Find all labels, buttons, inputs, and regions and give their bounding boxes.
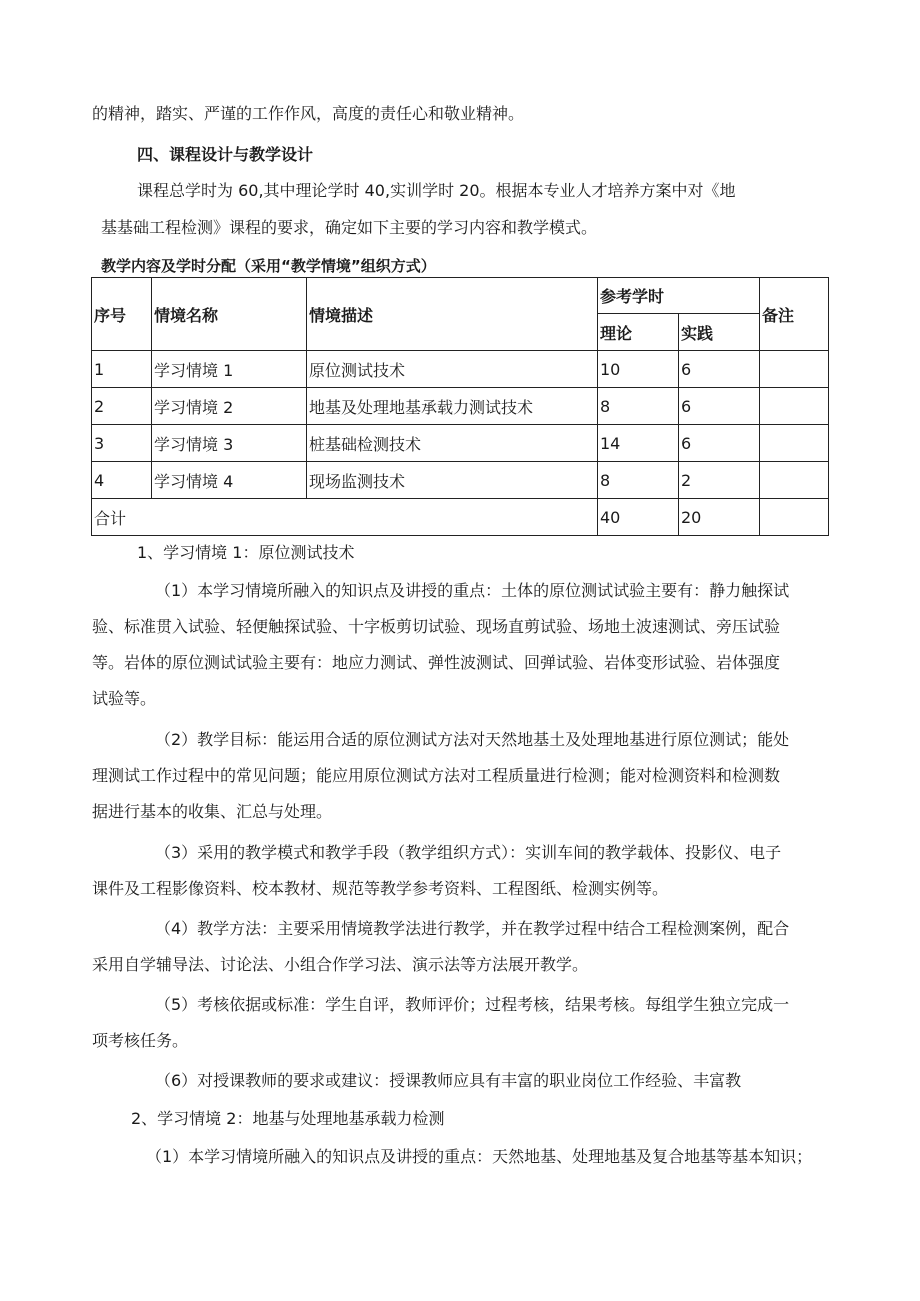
- s1-item1-line: （1）本学习情境所融入的知识点及讲授的重点：土体的原位测试试验主要有：静力触探试: [155, 581, 790, 600]
- cell-remarks: [760, 388, 829, 425]
- cell-name: 学习情境 2: [152, 388, 307, 425]
- header-remarks: 备注: [760, 278, 829, 351]
- total-theory: 40: [598, 499, 679, 536]
- cell-practice: 6: [679, 351, 760, 388]
- section-heading: 四、课程设计与教学设计: [137, 145, 314, 164]
- cell-index: 4: [92, 462, 152, 499]
- table-total-row: [92, 499, 829, 536]
- cell-name: 学习情境 4: [152, 462, 307, 499]
- s1-item4-line: 采用自学辅导法、讨论法、小组合作学习法、演示法等方法展开教学。: [92, 955, 589, 974]
- header-index: 序号: [92, 278, 152, 351]
- table-row: [92, 462, 829, 499]
- cell-index: 2: [92, 388, 152, 425]
- s1-item1-line: 试验等。: [92, 689, 157, 708]
- cell-remarks: [760, 425, 829, 462]
- table-row: [92, 425, 829, 462]
- cell-description: 地基及处理地基承载力测试技术: [307, 388, 598, 425]
- situation1-title: 1、学习情境 1：原位测试技术: [137, 543, 355, 562]
- cell-practice: 6: [679, 388, 760, 425]
- total-remarks: [760, 499, 829, 536]
- cell-description: 现场监测技术: [307, 462, 598, 499]
- intro-line: 的精神，踏实、严谨的工作作风，高度的责任心和敬业精神。: [92, 104, 525, 123]
- header-ref-hours: 参考学时: [598, 278, 760, 314]
- s1-item5-line: （5）考核依据或标准：学生自评，教师评价；过程考核，结果考核。每组学生独立完成一: [155, 995, 790, 1014]
- cell-practice: 6: [679, 425, 760, 462]
- cell-description: 原位测试技术: [307, 351, 598, 388]
- cell-name: 学习情境 3: [152, 425, 307, 462]
- header-description: 情境描述: [307, 278, 598, 351]
- s2-item1-line: （1）本学习情境所融入的知识点及讲授的重点：天然地基、处理地基及复合地基等基本知识；: [146, 1147, 813, 1166]
- cell-practice: 2: [679, 462, 760, 499]
- header-theory: 理论: [598, 314, 679, 351]
- s1-item1-line: 验、标准贯入试验、轻便触探试验、十字板剪切试验、现场直剪试验、场地土波速测试、旁压试验: [92, 617, 781, 636]
- table-row: [92, 388, 829, 425]
- cell-theory: 8: [598, 388, 679, 425]
- cell-theory: 8: [598, 462, 679, 499]
- s1-item3-line: 课件及工程影像资料、校本教材、规范等教学参考资料、工程图纸、检测实例等。: [92, 879, 669, 898]
- s1-item5-line: 项考核任务。: [92, 1031, 189, 1050]
- cell-name: 学习情境 1: [152, 351, 307, 388]
- total-practice: 20: [679, 499, 760, 536]
- s1-item4-line: （4）教学方法：主要采用情境教学法进行教学，并在教学过程中结合工程检测案例，配合: [155, 919, 790, 938]
- situation2-title: 2、学习情境 2：地基与处理地基承载力检测: [131, 1109, 445, 1128]
- hours-table: [91, 277, 829, 536]
- para1-line1: 课程总学时为 60,其中理论学时 40,实训学时 20。根据本专业人才培养方案中对《地: [137, 181, 736, 200]
- para1-line2: 基基础工程检测》课程的要求，确定如下主要的学习内容和教学模式。: [101, 218, 598, 237]
- s1-item6-line: （6）对授课教师的要求或建议：授课教师应具有丰富的职业岗位工作经验、丰富教: [155, 1071, 742, 1090]
- header-name: 情境名称: [152, 278, 307, 351]
- cell-remarks: [760, 462, 829, 499]
- cell-theory: 10: [598, 351, 679, 388]
- s1-item3-line: （3）采用的教学模式和教学手段（教学组织方式）：实训车间的教学载体、投影仪、电子: [155, 843, 782, 862]
- cell-description: 桩基础检测技术: [307, 425, 598, 462]
- total-label: 合计: [92, 499, 598, 536]
- table-header-row: [92, 278, 829, 314]
- table-caption: 教学内容及学时分配（采用“教学情境”组织方式）: [101, 257, 436, 275]
- cell-index: 3: [92, 425, 152, 462]
- cell-remarks: [760, 351, 829, 388]
- s1-item2-line: 理测试工作过程中的常见问题；能应用原位测试方法对工程质量进行检测；能对检测资料和检测数: [92, 766, 781, 785]
- table-row: [92, 351, 829, 388]
- s1-item1-line: 等。岩体的原位测试试验主要有：地应力测试、弹性波测试、回弹试验、岩体变形试验、岩体强度: [92, 653, 781, 672]
- cell-theory: 14: [598, 425, 679, 462]
- s1-item2-line: 据进行基本的收集、汇总与处理。: [92, 802, 333, 821]
- header-practice: 实践: [679, 314, 760, 351]
- s1-item2-line: （2）教学目标：能运用合适的原位测试方法对天然地基土及处理地基进行原位测试；能处: [155, 730, 790, 749]
- cell-index: 1: [92, 351, 152, 388]
